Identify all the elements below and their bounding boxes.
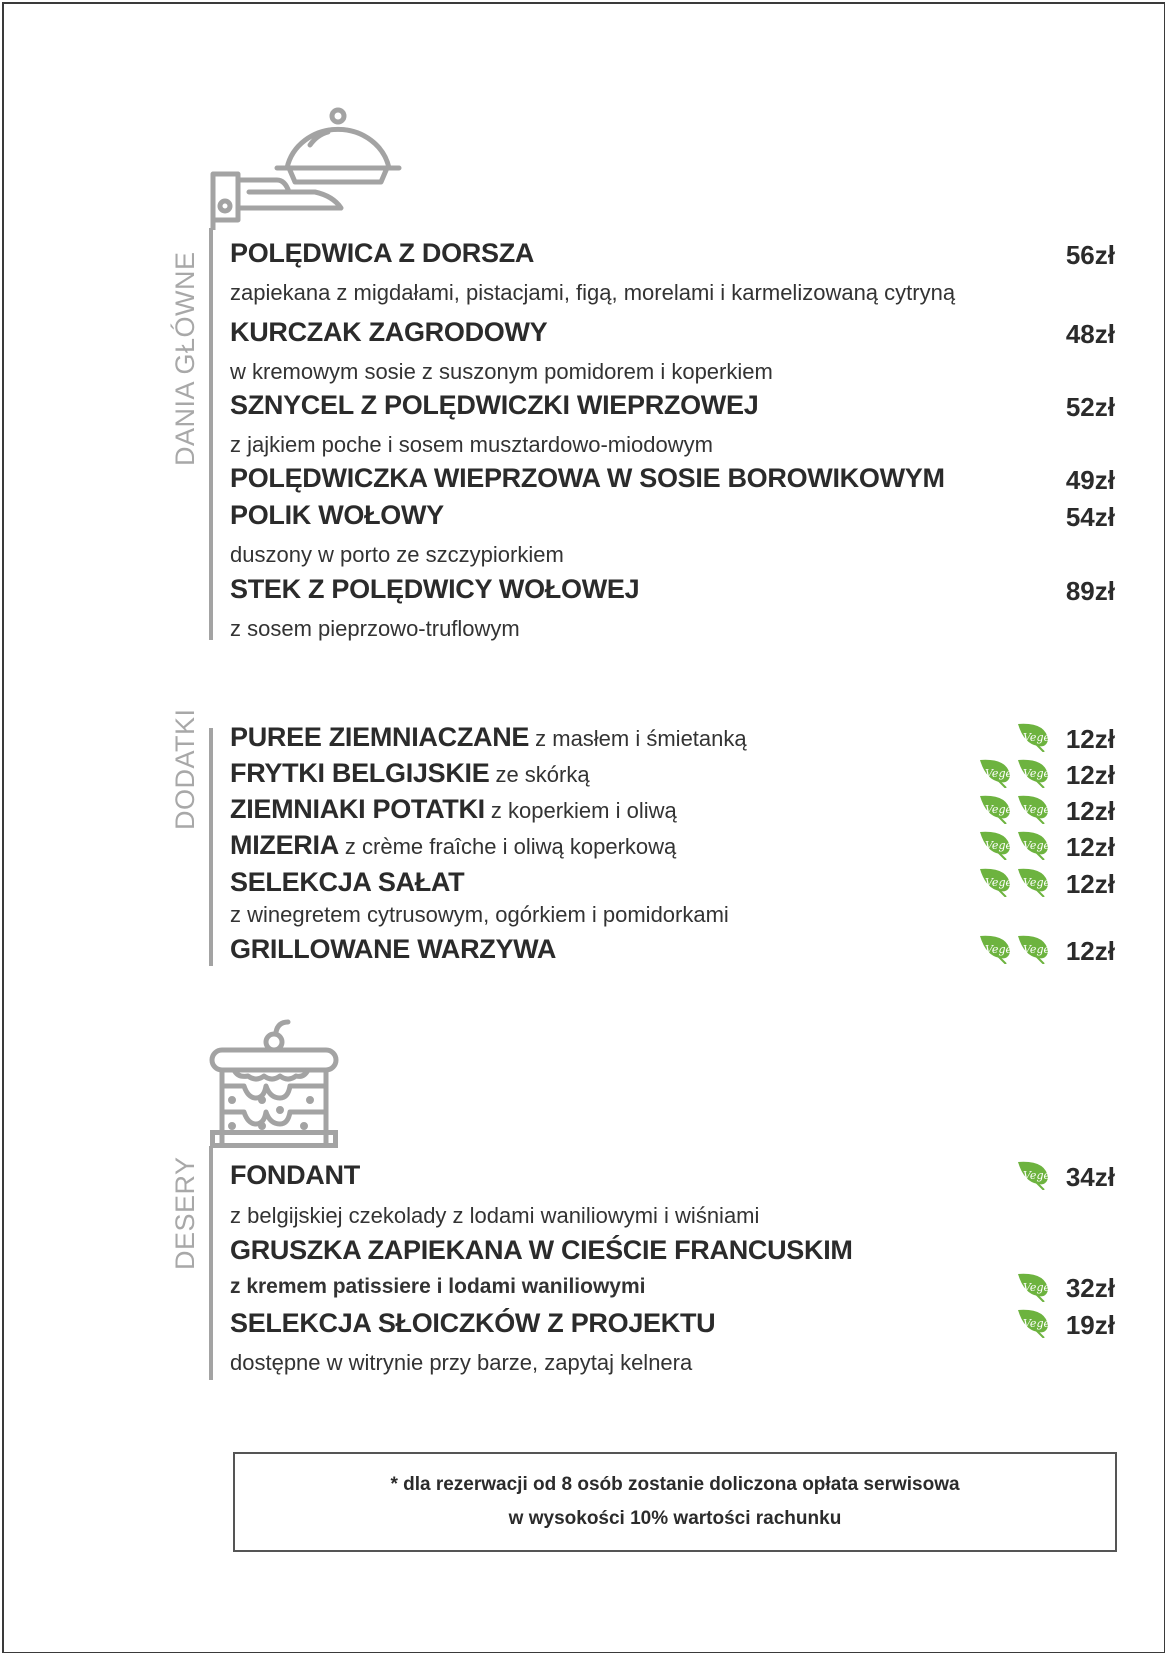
menu-item-description: z belgijskiej czekolady z lodami waniliowymi i wiśniami [230, 1203, 760, 1228]
vege-leaf-icon [978, 867, 1012, 897]
svg-text:Vege: Vege [1023, 1169, 1050, 1182]
menu-item: FRYTKI BELGIJSKIE ze skórką [230, 758, 590, 788]
vege-badges [978, 867, 1050, 897]
menu-item-price: 12zł [1065, 796, 1115, 826]
menu-item-price: 12zł [1065, 760, 1115, 790]
menu-item-description: w kremowym sosie z suszonym pomidorem i koperkiem [230, 359, 773, 384]
vege-leaf-icon [1016, 867, 1050, 897]
notice-line-1: * dla rezerwacji od 8 osób zostanie doliczona opłata serwisowa [390, 1474, 960, 1495]
svg-text:Vege: Vege [1023, 1317, 1050, 1330]
svg-text:Vege: Vege [1023, 943, 1050, 956]
menu-item-description: duszony w porto ze szczypiorkiem [230, 542, 564, 567]
svg-text:Vege: Vege [985, 943, 1012, 956]
svg-text:Vege: Vege [1023, 767, 1050, 780]
cake-icon [208, 1018, 340, 1148]
vege-leaf-icon [1016, 934, 1050, 964]
vege-leaf-icon [1016, 830, 1050, 860]
menu-item-price: 19zł [1065, 1310, 1115, 1340]
svg-text:Vege: Vege [1023, 839, 1050, 852]
menu-item-price: 52zł [1065, 392, 1115, 422]
desserts-icon-base [210, 1130, 338, 1148]
notice-line-2: w wysokości 10% wartości rachunku [508, 1508, 842, 1529]
desserts-section-divider [209, 1146, 213, 1380]
menu-item-description: z sosem pieprzowo-truflowym [230, 616, 520, 641]
menu-item-name: POLĘDWICA Z DORSZA [230, 238, 535, 268]
main-section-divider [209, 228, 213, 640]
section-label-sides: DODATKI [170, 708, 200, 830]
menu-item-name: STEK Z POLĘDWICY WOŁOWEJ [230, 574, 640, 604]
vege-leaf-icon [1016, 1160, 1050, 1190]
menu-item-description: z kremem patissiere i lodami waniliowymi [230, 1275, 646, 1298]
menu-item-price: 34zł [1065, 1162, 1115, 1192]
section-label-desserts: DESERY [170, 1156, 200, 1270]
menu-item-name: SELEKCJA SŁOICZKÓW Z PROJEKTU [230, 1308, 716, 1338]
menu-item: ZIEMNIAKI POTATKI z koperkiem i oliwą [230, 794, 677, 824]
vege-badges [978, 794, 1050, 824]
menu-item: MIZERIA z crème fraîche i oliwą koperkową [230, 830, 677, 860]
svg-text:Vege: Vege [1023, 803, 1050, 816]
vege-badges [978, 934, 1050, 964]
vege-leaf-icon [978, 794, 1012, 824]
vege-badges [1016, 1160, 1050, 1190]
menu-item-name: GRUSZKA ZAPIEKANA W CIEŚCIE FRANCUSKIM [230, 1235, 853, 1265]
section-label-main: DANIA GŁÓWNE [170, 251, 200, 466]
vege-leaf-icon [1016, 1272, 1050, 1302]
vege-badges [1016, 1308, 1050, 1338]
svg-text:Vege: Vege [1023, 731, 1050, 744]
menu-item-price: 12zł [1065, 869, 1115, 899]
menu-item-price: 54zł [1065, 502, 1115, 532]
vege-badges [978, 758, 1050, 788]
menu-item-price: 12zł [1065, 936, 1115, 966]
service-charge-notice [233, 1452, 1117, 1552]
menu-item-price: 12zł [1065, 832, 1115, 862]
svg-text:Vege: Vege [985, 839, 1012, 852]
menu-item-price: 89zł [1065, 576, 1115, 606]
menu-item-price: 12zł [1065, 724, 1115, 754]
vege-leaf-icon [1016, 722, 1050, 752]
menu-item-price: 32zł [1065, 1273, 1115, 1303]
svg-text:Vege: Vege [1023, 876, 1050, 889]
menu-item-name: FONDANT [230, 1160, 360, 1190]
menu-item: GRILLOWANE WARZYWA [230, 934, 557, 964]
svg-text:Vege: Vege [985, 803, 1012, 816]
svg-text:Vege: Vege [985, 767, 1012, 780]
menu-item-name: KURCZAK ZAGRODOWY [230, 317, 548, 347]
menu-item-price: 48zł [1065, 319, 1115, 349]
menu-item-description: dostępne w witrynie przy barze, zapytaj kelnera [230, 1350, 693, 1375]
menu-item-name: SZNYCEL Z POLĘDWICZKI WIEPRZOWEJ [230, 390, 759, 420]
menu-item-description: z winegretem cytrusowym, ogórkiem i pomidorkami [230, 902, 729, 927]
menu-item-price: 49zł [1065, 465, 1115, 495]
menu-item: PUREE ZIEMNIACZANE z masłem i śmietanką [230, 722, 747, 752]
menu-item-description: z jajkiem poche i sosem musztardowo-miodowym [230, 432, 713, 457]
svg-text:Vege: Vege [1023, 1281, 1050, 1294]
vege-badges [978, 830, 1050, 860]
menu-item: SELEKCJA SAŁAT [230, 867, 465, 897]
sides-section-divider [209, 728, 213, 966]
vege-leaf-icon [1016, 758, 1050, 788]
serving-cloche-hand-icon [205, 100, 405, 230]
vege-badges [1016, 1272, 1050, 1302]
vege-leaf-icon [1016, 1308, 1050, 1338]
vege-badges [1016, 722, 1050, 752]
menu-item-name: POLIK WOŁOWY [230, 500, 444, 530]
svg-text:Vege: Vege [985, 876, 1012, 889]
vege-leaf-icon [1016, 794, 1050, 824]
vege-leaf-icon [978, 830, 1012, 860]
menu-item-price: 56zł [1065, 240, 1115, 270]
menu-item-description: zapiekana z migdałami, pistacjami, figą, morelami i karmelizowaną cytryną [230, 280, 956, 305]
vege-leaf-icon [978, 758, 1012, 788]
vege-leaf-icon [978, 934, 1012, 964]
menu-item-name: POLĘDWICZKA WIEPRZOWA W SOSIE BOROWIKOWYM [230, 463, 945, 493]
